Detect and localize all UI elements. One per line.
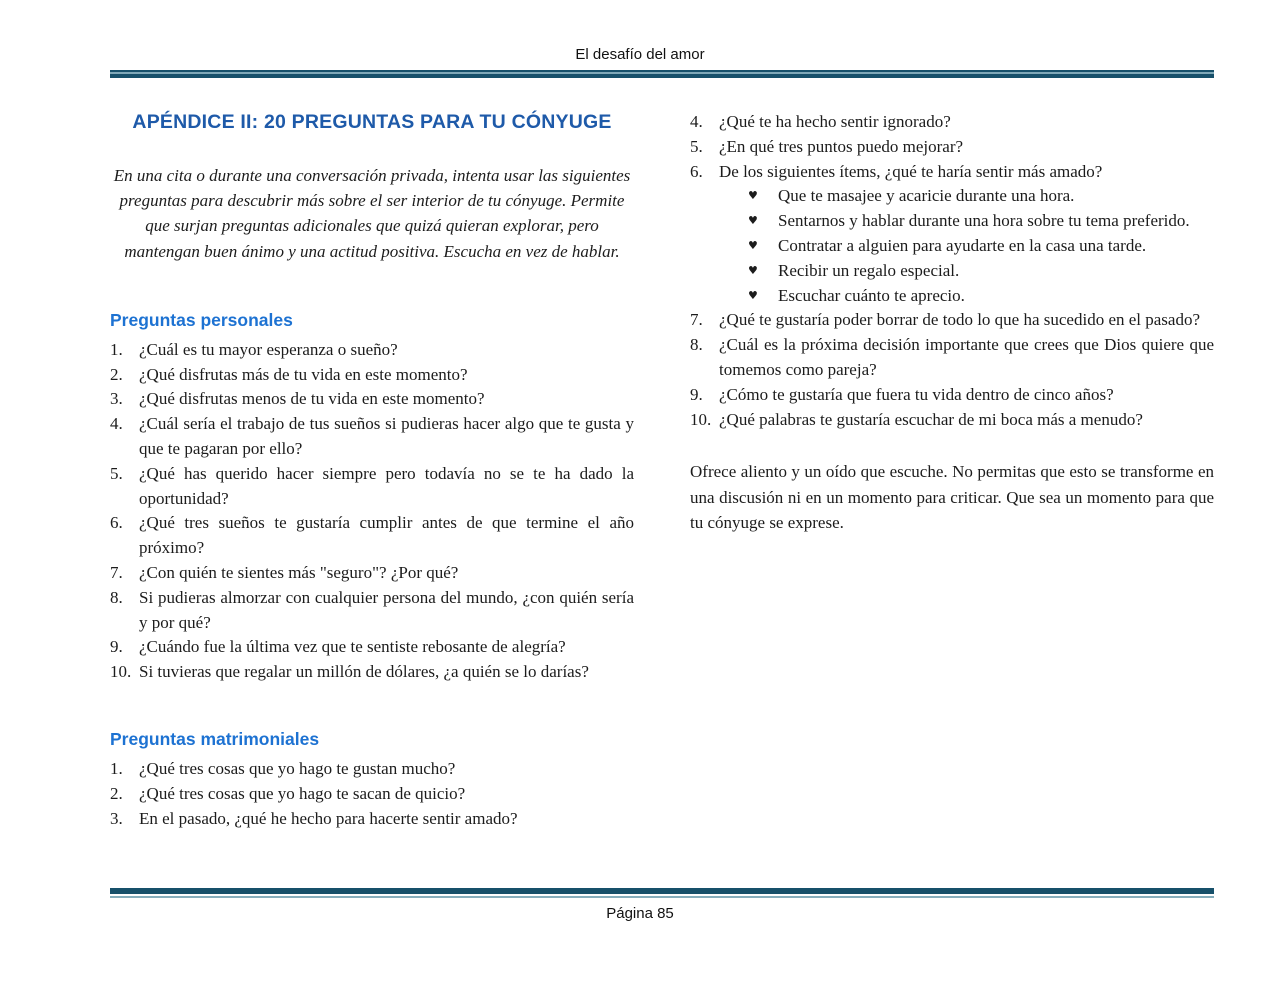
option-text: Que te masajee y acaricie durante una hora. (778, 186, 1075, 206)
question-text: Si tuvieras que regalar un millón de dólares, ¿a quién se lo darías? (139, 662, 589, 682)
option-text: Contratar a alguien para ayudarte en la casa una tarde. (778, 235, 1147, 255)
option-text: Recibir un regalo especial. (778, 260, 960, 280)
running-header: El desafío del amor (575, 46, 705, 63)
option-item (719, 184, 1214, 209)
question-number: 4. (690, 112, 703, 131)
question-body (719, 383, 1214, 408)
left-column (110, 110, 634, 831)
heart-bullet-icon: ♥ (748, 238, 758, 252)
question-number: 8. (690, 335, 703, 355)
question-item (110, 586, 634, 636)
question-number: 3. (110, 389, 123, 409)
option-sublist (719, 184, 1214, 308)
question-body (719, 135, 1214, 160)
question-number: 9. (110, 637, 123, 657)
heart-bullet-icon: ♥ (748, 189, 758, 203)
question-number: 5. (690, 136, 703, 156)
question-text: Si pudieras almorzar con cualquier persona del mundo, ¿con quién sería y por qué? (139, 587, 634, 632)
question-item (110, 462, 634, 512)
question-body (719, 160, 1214, 309)
question-text: ¿Con quién te sientes más "seguro"? ¿Por qué? (139, 562, 459, 582)
question-list-continued (690, 110, 1214, 432)
question-number: 10. (690, 409, 712, 429)
question-item (690, 333, 1214, 383)
question-text: ¿Qué te ha hecho sentir ignorado? (719, 112, 951, 131)
question-text: De los siguientes ítems, ¿qué te haría sentir más amado? (719, 161, 1103, 181)
question-item (110, 338, 634, 363)
question-item (110, 387, 634, 412)
option-item (719, 209, 1214, 234)
question-text: ¿Qué tres cosas que yo hago te sacan de quicio? (139, 783, 466, 803)
question-text: ¿Cuál sería el trabajo de tus sueños si pudieras hacer algo que te gusta y que te pagaran por ello? (139, 414, 634, 458)
question-item (110, 782, 634, 807)
question-number: 2. (110, 783, 123, 803)
content-columns (110, 110, 1214, 831)
footer-rule (110, 888, 1214, 898)
question-item (690, 408, 1214, 433)
heart-bullet-icon: ♥ (748, 288, 758, 302)
question-number: 1. (110, 339, 123, 359)
question-text: ¿Qué disfrutas más de tu vida en este momento? (139, 364, 468, 384)
question-section (110, 310, 634, 685)
question-list (110, 338, 634, 685)
section-heading-label: Preguntas matrimoniales (110, 728, 320, 749)
question-text: ¿Cuándo fue la última vez que te sentiste rebosante de alegría? (139, 637, 566, 657)
question-item (690, 308, 1214, 333)
question-number: 5. (110, 463, 123, 483)
question-item (110, 561, 634, 586)
question-body (719, 408, 1214, 433)
page-footer (0, 888, 1280, 922)
question-text: ¿Qué tres sueños te gustaría cumplir antes de que termine el año próximo? (139, 513, 634, 558)
question-number: 7. (690, 310, 703, 330)
question-number: 7. (110, 562, 123, 582)
right-column (690, 110, 1214, 831)
question-body (719, 333, 1214, 383)
question-body (719, 110, 1214, 135)
page-number: Página 85 (606, 905, 674, 922)
question-item (110, 511, 634, 561)
question-text: ¿Qué te gustaría poder borrar de todo lo que ha sucedido en el pasado? (719, 310, 1201, 330)
question-list (110, 757, 634, 831)
question-item (690, 383, 1214, 408)
question-section (110, 729, 634, 831)
heart-bullet-icon: ♥ (748, 263, 758, 277)
question-number: 4. (110, 414, 123, 434)
option-item (719, 259, 1214, 284)
question-number: 6. (110, 513, 123, 533)
option-text: Escuchar cuánto te aprecio. (778, 285, 965, 305)
question-item (690, 110, 1214, 135)
question-number: 1. (110, 758, 123, 778)
question-item (110, 412, 634, 462)
question-text: ¿Qué tres cosas que yo hago te gustan mucho? (139, 758, 456, 778)
question-number: 9. (690, 384, 703, 404)
header-rule (110, 70, 1214, 78)
option-item (719, 284, 1214, 309)
question-text: ¿Cuál es la próxima decisión importante que crees que Dios quiere que tomemos como pareja? (719, 335, 1214, 379)
section-heading (110, 729, 634, 750)
question-text: ¿Cuál es tu mayor esperanza o sueño? (139, 339, 398, 359)
page-title: APÉNDICE II: 20 PREGUNTAS PARA TU CÓNYUGE (132, 111, 612, 133)
question-text: En el pasado, ¿qué he hecho para hacerte sentir amado? (139, 808, 518, 828)
option-text: Sentarnos y hablar durante una hora sobre tu tema preferido. (778, 211, 1190, 231)
question-item (690, 160, 1214, 309)
section-heading-label: Preguntas personales (110, 309, 293, 330)
question-text: ¿Cómo te gustaría que fuera tu vida dentro de cinco años? (719, 384, 1114, 404)
question-item (110, 363, 634, 388)
question-item (690, 135, 1214, 160)
question-number: 6. (690, 161, 703, 181)
question-text: ¿Qué palabras te gustaría escuchar de mi boca más a menudo? (719, 409, 1143, 429)
question-text: ¿En qué tres puntos puedo mejorar? (719, 136, 964, 156)
closing-paragraph: Ofrece aliento y un oído que escuche. No permitas que esto se transforme en una discusión ni en un momento para criticar. Que sea un momento para que tu cónyuge se exprese. (690, 462, 1214, 532)
question-item (110, 757, 634, 782)
section-heading (110, 310, 634, 331)
question-number: 3. (110, 808, 123, 828)
question-number: 10. (110, 662, 132, 682)
question-item (110, 660, 634, 685)
question-item (110, 635, 634, 660)
question-number: 8. (110, 587, 123, 607)
question-text: ¿Qué has querido hacer siempre pero todavía no se te ha dado la oportunidad? (139, 463, 634, 508)
question-body (719, 308, 1214, 333)
heart-bullet-icon: ♥ (748, 214, 758, 228)
question-item (110, 807, 634, 832)
question-text: ¿Qué disfrutas menos de tu vida en este momento? (139, 389, 485, 409)
question-sections (110, 310, 634, 832)
question-number: 2. (110, 364, 123, 384)
option-item (719, 234, 1214, 259)
intro-paragraph: En una cita o durante una conversación privada, intenta usar las siguientes preguntas para descubrir más sobre el ser interior de tu cónyuge. Permite que surjan preguntas adicionales que quizá quieran explorar, pero mantengan buen ánimo y una actitud positiva. Escucha en vez de hablar. (113, 166, 631, 261)
